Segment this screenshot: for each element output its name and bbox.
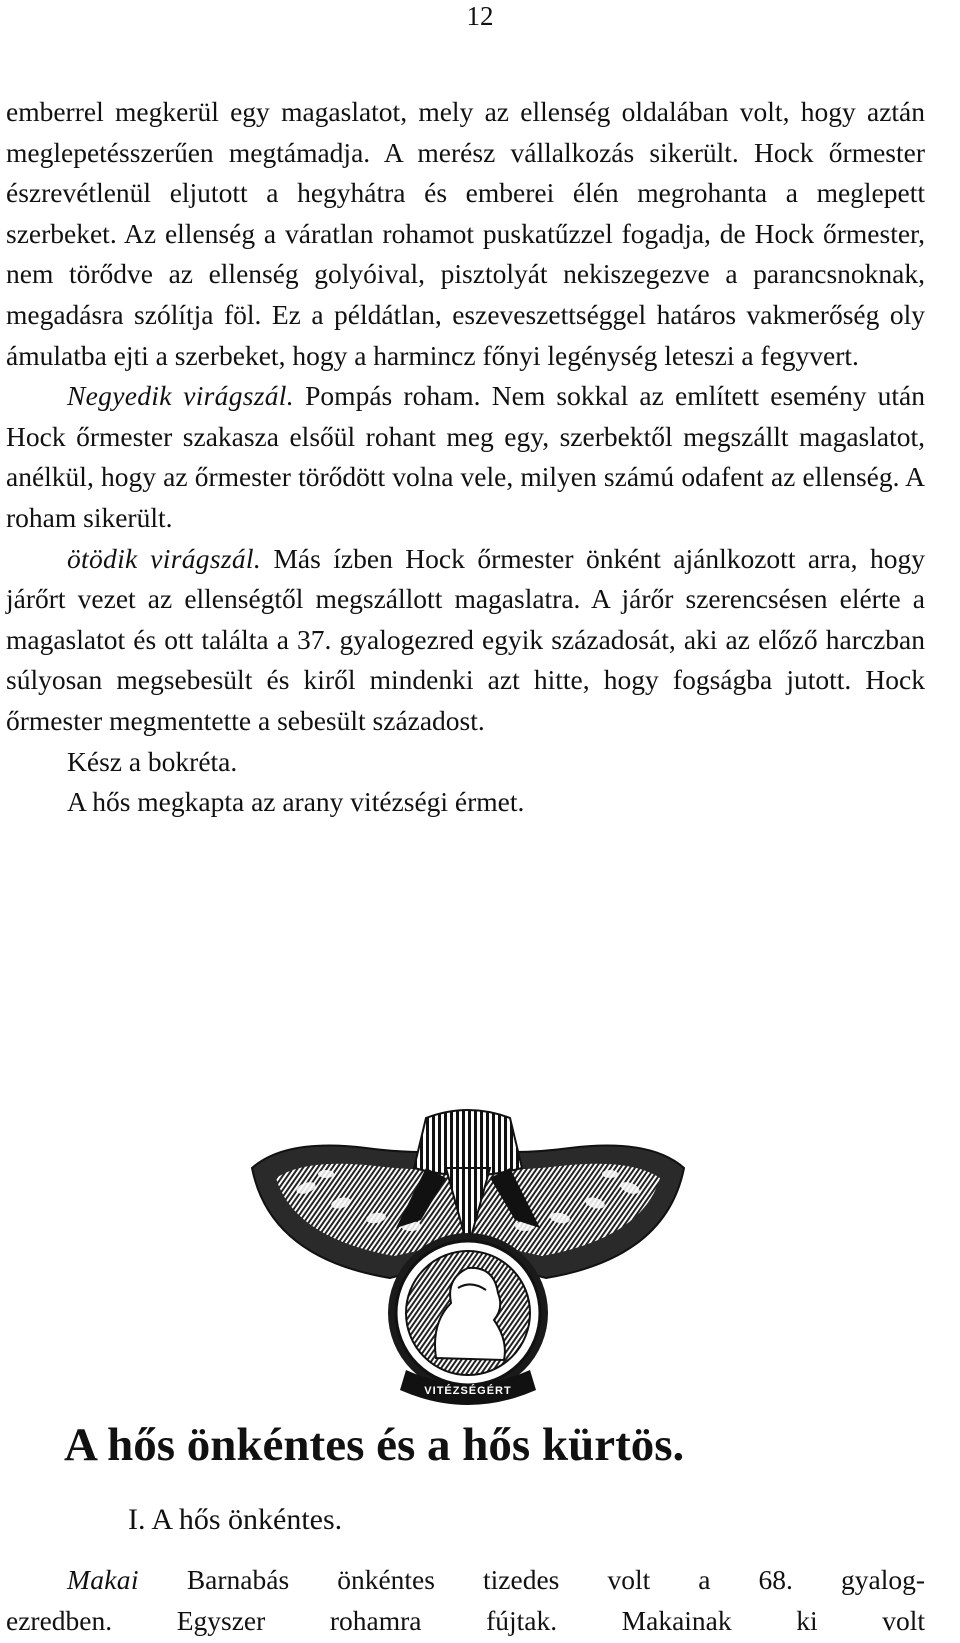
tail-text: [6, 1560, 925, 1641]
paragraph-3-text: Más ízben Hock őrmester önként ajánlkozott arra, hogy járőrt vezet az ellenségtől megszállott magaslatra. A járőr szerencsésen elérte a magaslatot és ott találta a 37. gyalogezred egyik századosát, aki az előző harczban súlyosan megsebesült és kiről mindenki azt hitte, hogy fogságba jutott. Hock őrmester megmentette a sebesült századost.: [6, 542, 925, 736]
paragraph-2-text: Pompás roham. Nem sokkal az említett esemény után Hock őrmester szakasza elsőül rohant meg egy, szerbektől megszállt magaslatot, anélkül, hogy az őrmester törődött volna vele, milyen számú odafent az ellenség. A roham sikerült.: [6, 380, 925, 533]
svg-text:VITÉZSÉGÉRT: VITÉZSÉGÉRT: [424, 1385, 512, 1397]
paragraph-1: [6, 92, 925, 376]
chapter-title: A hős önkéntes és a hős kürtös.: [64, 1419, 685, 1471]
tail-line-1-text: Barnabás önkéntes tizedes volt a 68. gyalog-: [138, 1564, 925, 1595]
paragraph-2-heading: Negyedik virágszál.: [67, 380, 294, 412]
tail-line-1: [6, 1560, 925, 1601]
chapter-subtitle: I. A hős önkéntes.: [128, 1503, 343, 1536]
paragraph-3: [6, 539, 925, 742]
page-number: 12: [466, 1, 494, 31]
body-text: [6, 92, 925, 823]
paragraph-1-text: emberrel megkerül egy magaslatot, mely az ellenség oldalában volt, hogy aztán meglepetésszerűen megtámadja. A merész vállalkozás sikerült. Hock őrmester észrevétlenül eljutott a hegyhátra és emberei élén megrohanta a meglepett szerbeket. Az ellenség a váratlan rohamot puskatűzzel fogadja, de Hock őrmester, nem törődve az ellenség golyóival, pisztolyát nekiszegezve a parancsnoknak, megadásra szólítja föl. Ez a példátlan, eszeveszettséggel határos vakmerőség oly ámulatba ejti a szerbeket, hogy a harmincz főnyi legénység leteszi a fegyvert.: [6, 96, 925, 371]
tail-line-2: ezredben. Egyszer rohamra fújtak. Makainak ki volt: [6, 1604, 925, 1636]
tail-name: Makai: [67, 1564, 139, 1595]
paragraph-5: A hős megkapta az arany vitézségi érmet.: [67, 786, 525, 818]
medal-wreath-icon: [246, 1108, 690, 1413]
paragraph-2: [6, 376, 925, 538]
paragraph-4: Kész a bokréta.: [67, 745, 238, 777]
paragraph-3-heading: ötödik virágszál.: [67, 542, 262, 574]
